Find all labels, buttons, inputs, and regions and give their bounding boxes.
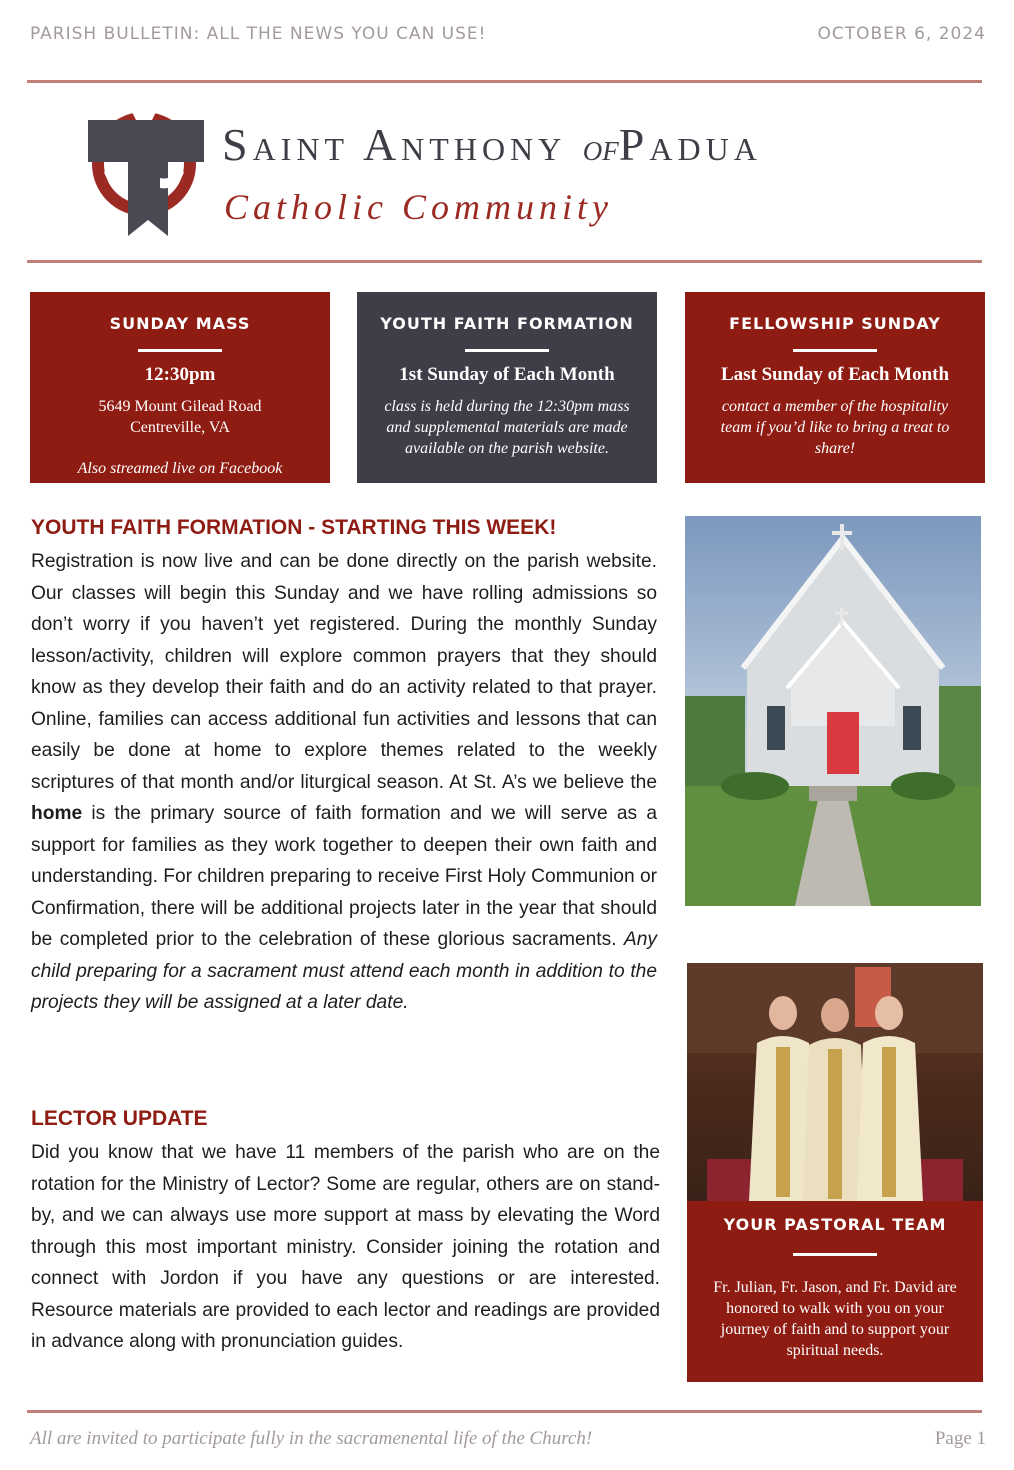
pastoral-team-box xyxy=(687,1201,983,1382)
info-box-subtitle: 12:30pm xyxy=(144,364,216,385)
clergy-illustration-icon xyxy=(687,963,983,1201)
church-illustration-icon xyxy=(685,516,981,906)
info-box-divider xyxy=(465,349,549,352)
info-box-sunday-mass xyxy=(30,292,330,483)
parish-subtitle: Catholic Community xyxy=(224,187,613,227)
info-box-body: contact a member of the hospitality team if you’d like to bring a treat to share! xyxy=(720,398,950,457)
pastoral-team-title: YOUR PASTORAL TEAM xyxy=(723,1215,947,1234)
lector-article-title: LECTOR UPDATE xyxy=(31,1107,208,1130)
footer-divider xyxy=(27,1410,982,1413)
info-box-divider xyxy=(793,349,877,352)
info-box-title: YOUTH FAITH FORMATION xyxy=(380,314,634,333)
footer-note: All are invited to participate fully in the sacramenental life of the Church! xyxy=(30,1428,593,1449)
header-divider-top xyxy=(27,80,982,83)
youth-article-title: YOUTH FAITH FORMATION - STARTING THIS WEEK! xyxy=(31,516,557,539)
page-number: Page 1 xyxy=(934,1428,986,1449)
info-box-fellowship-sunday xyxy=(685,292,985,483)
info-box-divider xyxy=(138,349,222,352)
pastoral-team-body: Fr. Julian, Fr. Jason, and Fr. David are honored to walk with you on your journey of faith and to support your spiritual needs. xyxy=(713,1279,957,1359)
info-box-body xyxy=(52,396,308,438)
church-photo xyxy=(685,516,981,906)
header-divider-bottom xyxy=(27,260,982,263)
pastoral-team-photo xyxy=(687,963,983,1201)
info-box-youth-formation xyxy=(357,292,657,483)
info-box-title: SUNDAY MASS xyxy=(109,314,251,333)
lector-article-body: Did you know that we have 11 members of the parish who are on the rotation for the Ministry of Lector? Some are regular, others are on stand-by, and we can always use more support at mass by elevating the Word through this most important ministry. Consider joining the rotation and connect with Jordon if you have any questions or are interested. Resource materials are provided to each lector and readings are provided in advance along with pronunciation guides. xyxy=(31,1142,660,1352)
info-box-subtitle: 1st Sunday of Each Month xyxy=(399,364,615,385)
bulletin-tagline: PARISH BULLETIN: ALL THE NEWS YOU CAN USE! xyxy=(30,24,487,44)
info-box-subtitle: Last Sunday of Each Month xyxy=(720,364,950,385)
bulletin-header xyxy=(30,24,986,50)
bulletin-date: OCTOBER 6, 2024 xyxy=(817,24,986,44)
info-box-title: FELLOWSHIP SUNDAY xyxy=(729,314,941,333)
youth-article-body: Registration is now live and can be done directly on the parish website. Our classes will begin this Sunday and we have rolling admissions so don’t worry if you haven’t yet registered. During the monthly Sunday lesson/activity, children will explore common prayers that they should know as they develop their faith and do an activity related to that prayer. Online, families can access additional fun activities and lessons that can easily be done at home to explore themes related to the weekly scriptures of that month and/or liturgical season. At St. A’s we believe the home is the primary source of faith formation and we will serve as a support for families as they work together to deepen their own faith and understanding. For children preparing to receive First Holy Communion or Confirmation, there will be additional projects later in the year that should be completed prior to the celebration of these glorious sacraments. Any child preparing for a sacrament must attend each month in addition to the projects they will be assigned at a later date. xyxy=(31,551,658,1013)
info-box-body: class is held during the 12:30pm mass and supplemental materials are made available on the parish website. xyxy=(384,398,630,457)
mass-city-line: Centreville, VA xyxy=(130,419,230,436)
info-box-footer: Also streamed live on Facebook xyxy=(77,460,283,477)
mass-address-line: 5649 Mount Gilead Road xyxy=(98,398,262,415)
parish-logo-icon xyxy=(84,102,208,238)
pastoral-team-divider xyxy=(793,1253,877,1256)
parish-name: Saint Anthony ofPadua xyxy=(222,119,762,170)
